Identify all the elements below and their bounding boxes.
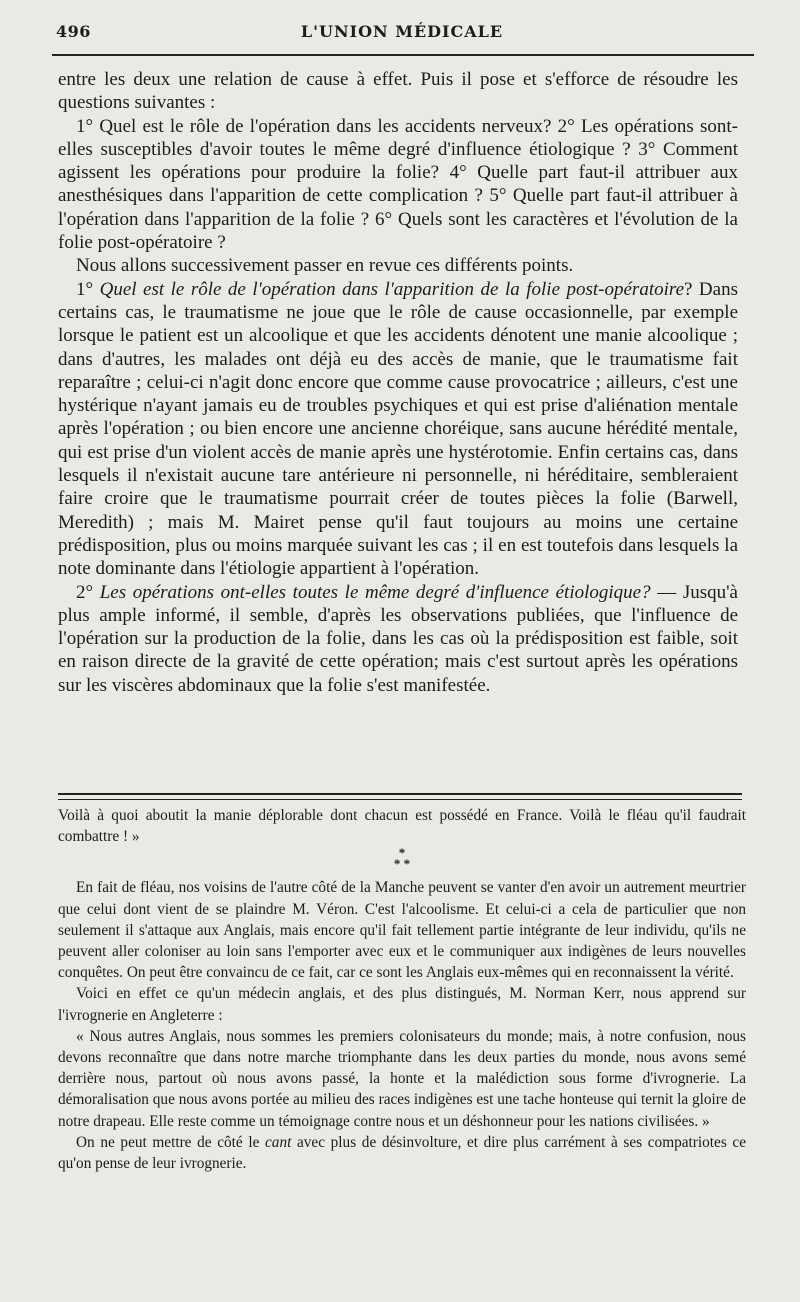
feuilleton-paragraph-2: En fait de fléau, nos voisins de l'autre côté de la Manche peuvent se vanter d'en avoir un autrement meurtrier que celui dont vient de se plaindre M. Véron. C'est l'alcoolisme. Et celui-ci a cela de particulier que non seulement il s'attaque aux Anglais, mais encore qu'il fait tellement partie intégrante de leur individu, qu'ils ne peuvent aller coloniser au loin sans l'emporter avec eux et le communiquer aux indigènes de leurs nouvelles conquêtes. On peut être convaincu de ce fait, car ce sont les Anglais eux-mêmes qui en reconnaissent la vérité. — [58, 879, 746, 982]
header-rule — [52, 54, 754, 56]
feuilleton-paragraph-3: Voici en effet ce qu'un médecin anglais, et des plus distingués, M. Norman Kerr, nous apprend sur l'ivrognerie en Angleterre : — [58, 985, 746, 1024]
section-body: ? Dans certains cas, le traumatisme ne joue que le rôle de cause occasionnelle, par exemple lorsque le patient est un alcoolique et que les accidents dénotent une manie alcoolique ; dans d'autres, les malades ont déjà eu des accès de manie, que le traumatisme fait reparaître ; celui-ci n'agit donc encore que comme cause provocatrice ; ailleurs, c'est une hystérique n'ayant jamais eu de troubles psychiques et qui est prise d'aliénation mentale après l'opération ; ou bien encore une ancienne choréique, sans aucune hérédité mentale, qui est prise d'un violent accès de manie après une hystérotomie. Enfin certains cas, dans lesquels il n'existait aucune tare antérieure ni personnelle, ni héréditaire, sembleraient faire croire que le traumatisme pourrait créer de toutes pièces la folie (Barwell, Meredith) ; mais M. Mairet pense qu'il faut toujours au moins une certaine prédisposition, plus ou moins marquée suivant les cas ; il en est toutefois dans lesquels la note dominante dans l'étiologie appartient à l'opération. — [58, 278, 738, 580]
feuilleton-text — [58, 805, 746, 1174]
paragraph-1: entre les deux une relation de cause à effet. Puis il pose et s'efforce de résoudre les questions suivantes : — [58, 69, 738, 114]
text-run: avec plus de désinvolture, et dire plus carrément à ses compatriotes ce qu'on pense de leur ivrognerie. — [58, 1133, 746, 1173]
section-number: 1° — [76, 278, 100, 300]
text-run: On ne peut mettre de côté le — [76, 1133, 265, 1151]
feuilleton-quote: « Nous autres Anglais, nous sommes les premiers colonisateurs du monde; mais, à notre confusion, nous devons reconnaître que dans notre marche triomphante dans les deux parties du monde, nous avons semé derrière nous, partout où nous avons passé, la honte et la malédiction sous forme d'ivrognerie. La démoralisation que nous avons portée au milieu des races indigènes est une tache honteuse qui ternit la gloire de notre drapeau. Elle reste comme un témoignage contre nous et un déshonneur pour les nations civilisées. » — [58, 1027, 746, 1130]
page-number: 496 — [56, 22, 91, 41]
section-number: 2° — [76, 581, 100, 603]
page-header — [52, 16, 752, 46]
feuilleton-paragraph-1: Voilà à quoi aboutit la manie déplorable dont chacun est possédé en France. Voilà le fléau qu'il faudrait combattre ! » — [58, 807, 746, 846]
asterism-bottom: * * — [393, 856, 411, 872]
asterism — [58, 845, 746, 872]
main-text — [58, 68, 738, 697]
section-heading-italic: Les opérations ont-elles toutes le même degré d'influence étiologique? — [99, 581, 651, 603]
paragraph-influence-degree — [58, 581, 738, 697]
section-heading-italic: Quel est le rôle de l'opération dans l'apparition de la folie post-opératoire — [99, 278, 684, 300]
paragraph-questions: 1° Quel est le rôle de l'opération dans les accidents nerveux? 2° Les opérations sont-elles susceptibles d'avoir toutes le même degré d'influence étiologique ? 3° Comment agissent les opérations pour produire la folie? 4° Quelle part faut-il attribuer aux anesthésiques dans l'apparition de cette complication ? 5° Quelle part faut-il attribuer à l'opération dans l'apparition de la folie ? 6° Quels sont les caractères et l'évolution de la folie post-opératoire ? — [58, 115, 738, 254]
section-body: — Jusqu'à plus ample informé, il semble, d'après les observations publiées, que l'influence de l'opération sur la production de la folie, dans les cas où la prédisposition est faible, soit en raison directe de la gravité de cette opération; mais c'est surtout après les opérations sur les viscères abdominaux que la folie s'est manifestée. — [58, 581, 738, 696]
asterism-top: * — [398, 845, 406, 861]
footnote-rule — [58, 793, 742, 800]
feuilleton-paragraph-5 — [58, 1132, 746, 1174]
paragraph-role-of-operation — [58, 278, 738, 581]
running-head: L'UNION MÉDICALE — [300, 22, 504, 41]
italic-word: cant — [265, 1133, 292, 1151]
paragraph-review: Nous allons successivement passer en revue ces différents points. — [76, 255, 574, 277]
